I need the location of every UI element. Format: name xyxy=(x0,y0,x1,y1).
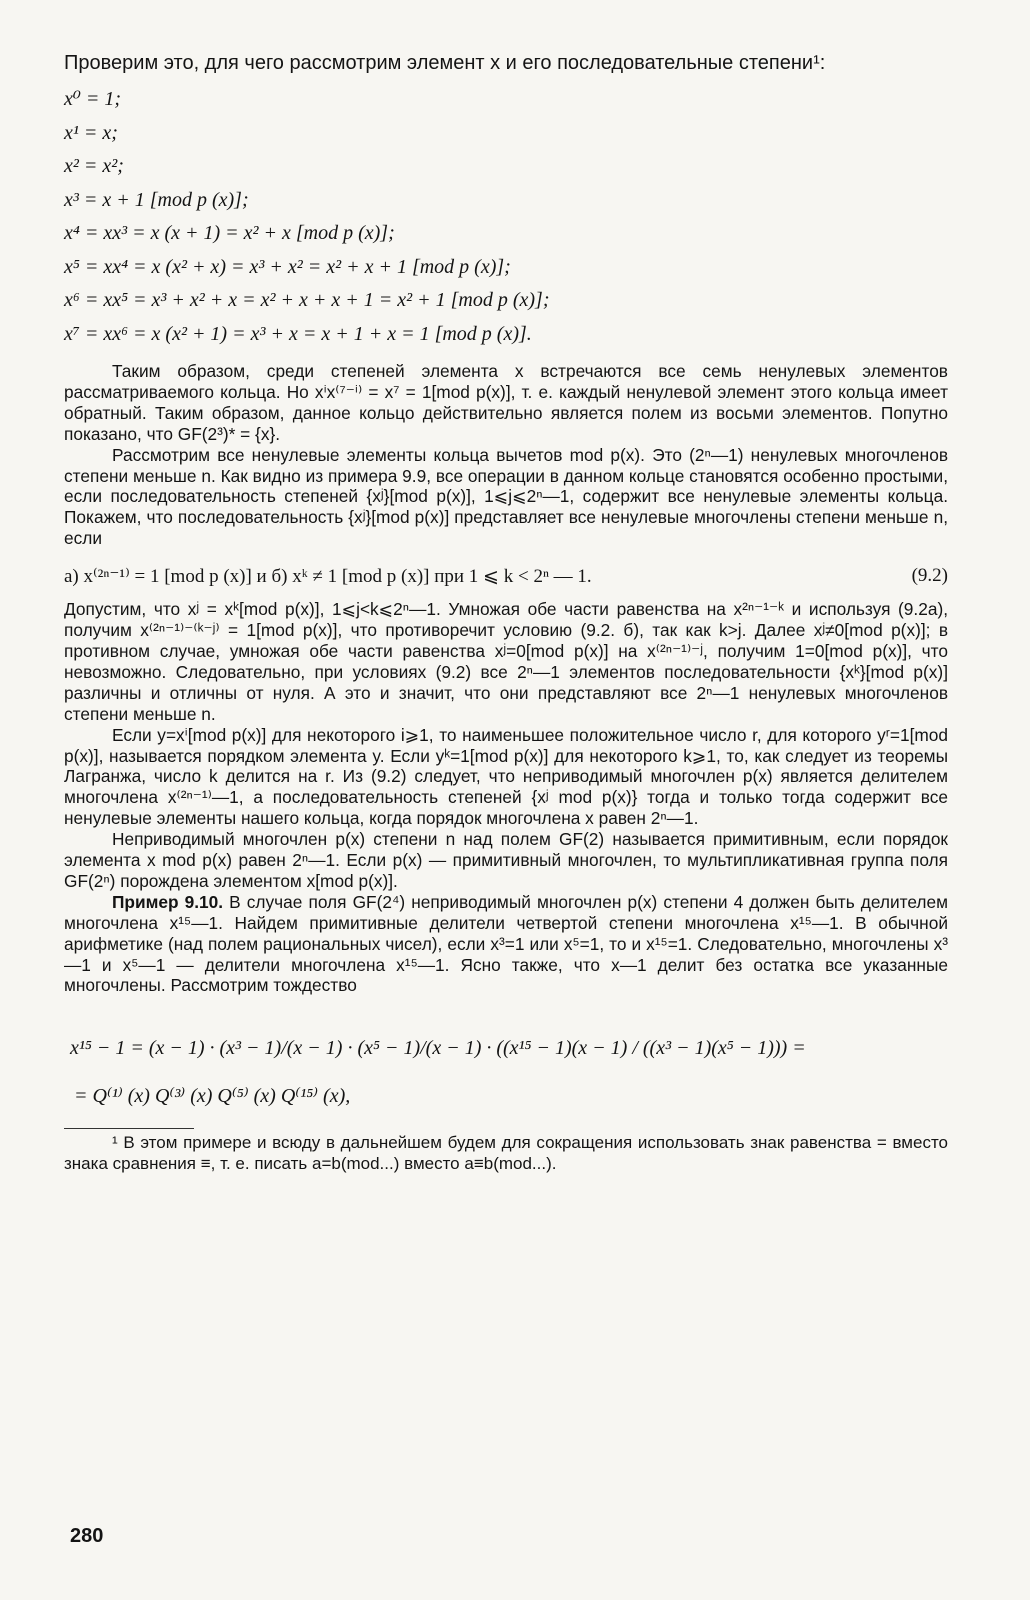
paragraph-proof: Допустим, что xʲ = xᵏ[mod p(x)], 1⩽j<k⩽2ⁿ—1. Умножая обе части равенства на x²ⁿ⁻¹⁻ᵏ и используя (9.2а), получим x⁽²ⁿ⁻¹⁾⁻⁽ᵏ⁻ʲ⁾ = 1[mod p(x)], что противоречит условию (9.2. б), так как k>j. Далее xʲ≠0[mod p(x)]; в противном случае, умножая обе части равенства xʲ=0[mod p(x)] на x⁽²ⁿ⁻¹⁾⁻ʲ, получим 1=0[mod p(x)], что невозможно. Следовательно, при условиях (9.2) все 2ⁿ—1 элементов последовательности {xᵏ}[mod p(x)] различны и отличны от нуля. А это и значит, что они представляют все 2ⁿ—1 ненулевых многочленов степени меньше n. xyxy=(64,599,948,724)
identity-line-1: x¹⁵ − 1 = (x − 1) · (x³ − 1)/(x − 1) · (x⁵ − 1)/(x − 1) · ((x¹⁵ − 1)(x − 1) / ((x³ − 1)(x⁵ − 1))) = xyxy=(70,1037,806,1060)
paragraph-example xyxy=(64,892,948,997)
power-equation: x⁶ = xx⁵ = x³ + x² + x = x² + x + x + 1 = x² + 1 [mod p (x)]; xyxy=(64,289,550,311)
equation-number: (9.2) xyxy=(911,565,948,587)
power-equation: x⁵ = xx⁴ = x (x² + x) = x³ + x² = x² + x + 1 [mod p (x)]; xyxy=(64,255,511,278)
identity-line-2: = Q⁽¹⁾ (x) Q⁽³⁾ (x) Q⁽⁵⁾ (x) Q⁽¹⁵⁾ (x), xyxy=(74,1085,351,1108)
example-label: Пример 9.10. xyxy=(112,891,224,912)
page-number: 280 xyxy=(70,1525,104,1547)
footnote-divider xyxy=(64,1128,194,1129)
equation-9-2 xyxy=(64,565,948,591)
footnote: ¹ В этом примере и всюду в дальнейшем будем для сокращения использовать знак равенства = вместо знака сравнения ≡, т. е. писать a=b(mod...) вместо a≡b(mod...). xyxy=(64,1133,948,1173)
paragraph-order: Если y=xⁱ[mod p(x)] для некоторого i⩾1, то наименьшее положительное число r, для которого yʳ=1[mod p(x)], называется порядком элемента y. Если yᵏ=1[mod p(x)] для некоторого k⩾1, то, как следует из теоремы Лагранжа, число k делится на r. Из (9.2) следует, что неприводимый многочлен p(x) является делителем многочлена x⁽²ⁿ⁻¹⁾—1, а последовательность степеней {xʲ mod p(x)} тогда и только тогда содержит все ненулевые элементы нашего кольца, когда порядок многочлена x равен 2ⁿ—1. xyxy=(64,724,948,829)
intro-line: Проверим это, для чего рассмотрим элемент x и его последовательные степени¹: xyxy=(64,52,826,74)
power-equation: x⁴ = xx³ = x (x + 1) = x² + x [mod p (x)]; xyxy=(64,222,395,244)
example-text: В случае поля GF(2⁴) неприводимый многочлен p(x) степени 4 должен быть делителем многочлена x¹⁵—1. Найдем примитивные делители четвертой степени многочлена x¹⁵—1. В обычной арифметике (над полем рациональных чисел), если x³=1 или x⁵=1, то и x¹⁵=1. Следовательно, многочлены x³—1 и x⁵—1 — делители многочлена x¹⁵—1. Ясно также, что x—1 делит без остатка все указанные многочлены. Рассмотрим тождество xyxy=(64,891,948,996)
power-equation: x² = x²; xyxy=(64,155,124,177)
powers-list xyxy=(64,83,948,351)
equation-9-2-body: а) x⁽²ⁿ⁻¹⁾ = 1 [mod p (x)] и б) xᵏ ≠ 1 [mod p (x)] при 1 ⩽ k < 2ⁿ — 1. xyxy=(64,566,592,588)
paragraph-field-conclusion: Таким образом, среди степеней элемента x встречаются все семь ненулевых элементов рассматриваемого кольца. Но xⁱx⁽⁷⁻ⁱ⁾ = x⁷ = 1[mod p(x)], т. е. каждый ненулевой элемент этого кольца имеет обратный. Таким образом, данное кольцо действительно является полем из восьми элементов. Попутно показано, что GF(2³)* = {x}. xyxy=(64,361,948,444)
page-content xyxy=(64,52,948,1174)
paragraph-primitive-definition: Неприводимый многочлен p(x) степени n над полем GF(2) называется примитивным, если порядок элемента x mod p(x) равен 2ⁿ—1. Если p(x) — примитивный многочлен, то мультипликативная группа поля GF(2ⁿ) порождена элементом x[mod p(x)]. xyxy=(64,829,948,891)
power-equation: x⁰ = 1; xyxy=(64,88,122,110)
power-equation: x³ = x + 1 [mod p (x)]; xyxy=(64,188,249,211)
power-equation: x⁷ = xx⁶ = x (x² + 1) = x³ + x = x + 1 + x = 1 [mod p (x)]. xyxy=(64,322,532,345)
power-equation: x¹ = x; xyxy=(64,121,118,144)
paragraph-nonzero-elements: Рассмотрим все ненулевые элементы кольца вычетов mod p(x). Это (2ⁿ—1) ненулевых многочленов степени меньше n. Как видно из примера 9.9, все операции в данном кольце становятся особенно простыми, если последовательность степеней {xʲ}[mod p(x)], 1⩽j⩽2ⁿ—1, содержит все ненулевые элементы кольца. Покажем, что последовательность {xʲ}[mod p(x)] представляет все ненулевые многочлены степени меньше n, если xyxy=(64,444,948,549)
